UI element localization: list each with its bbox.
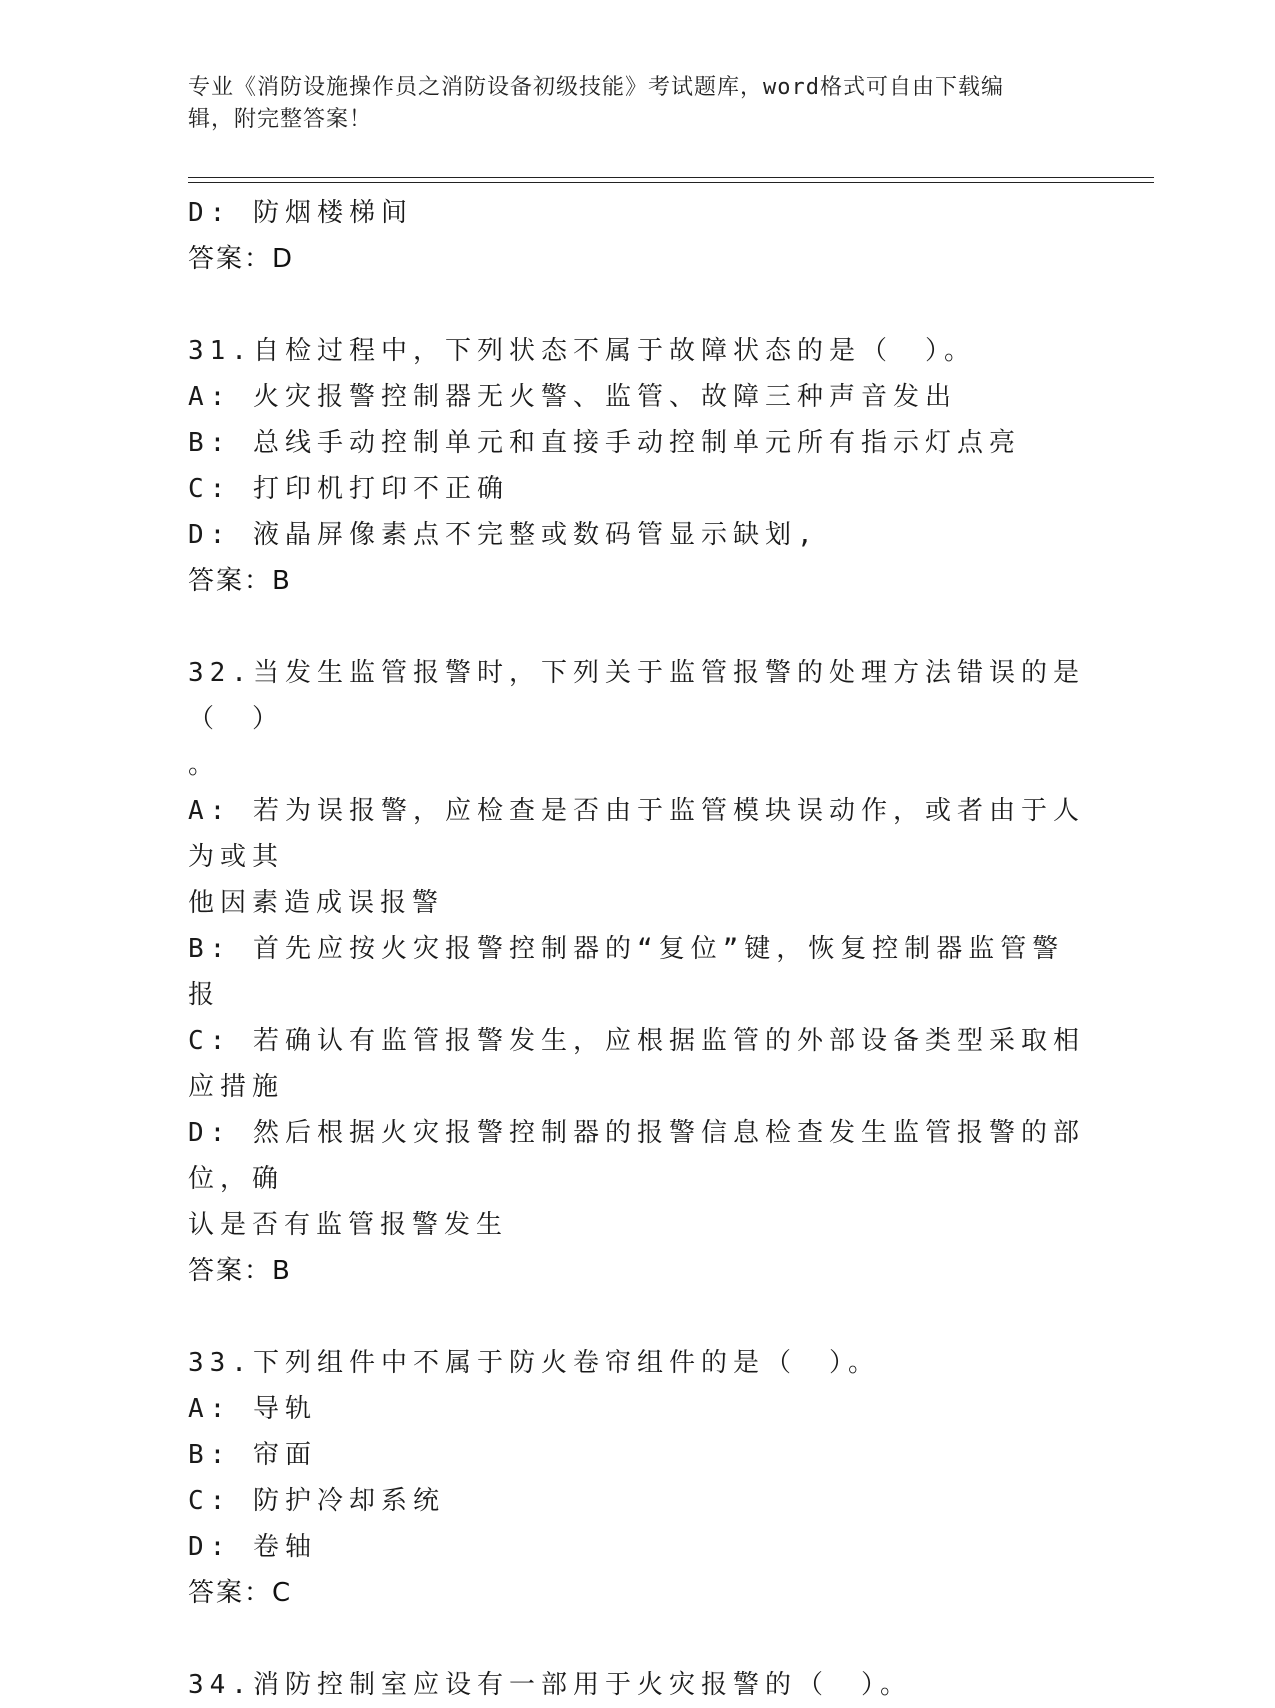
option-d-continued: 认是否有监管报警发生 bbox=[188, 1210, 509, 1240]
question-block-32 bbox=[188, 650, 1088, 1294]
header-rule-bottom bbox=[188, 182, 1154, 183]
option-d: D: 液晶屏像素点不完整或数码管显示缺划, bbox=[188, 520, 819, 550]
option-c: C: 防护冷却系统 bbox=[188, 1486, 445, 1516]
spacer bbox=[188, 1294, 1088, 1340]
question-block-34 bbox=[188, 1662, 1088, 1708]
question-stem-continued: 。 bbox=[188, 750, 221, 780]
header-line-1: 专业《消防设施操作员之消防设备初级技能》考试题库，word格式可自由下载编 bbox=[188, 75, 1004, 100]
spacer bbox=[188, 282, 1088, 328]
question-block-31 bbox=[188, 328, 1088, 604]
option-c: C: 打印机打印不正确 bbox=[188, 474, 509, 504]
answer: 答案：C bbox=[188, 1578, 293, 1608]
option-a: A: 导轨 bbox=[188, 1394, 317, 1424]
header-line-2: 辑，附完整答案！ bbox=[188, 107, 373, 132]
option-d: D: 然后根据火灾报警控制器的报警信息检查发生监管报警的部位，确 bbox=[188, 1118, 1085, 1194]
question-block-33 bbox=[188, 1340, 1088, 1616]
header-rule-top bbox=[188, 177, 1154, 178]
option-a: A: 若为误报警，应检查是否由于监管模块误动作，或者由于人为或其 bbox=[188, 796, 1085, 872]
page-header bbox=[188, 72, 1088, 136]
answer: 答案：D bbox=[188, 244, 295, 274]
question-stem: 31.自检过程中，下列状态不属于故障状态的是（ ）。 bbox=[188, 336, 976, 366]
option-a-continued: 他因素造成误报警 bbox=[188, 888, 445, 918]
question-stem: 33.下列组件中不属于防火卷帘组件的是（ ）。 bbox=[188, 1348, 880, 1378]
answer: 答案：B bbox=[188, 1256, 292, 1286]
spacer bbox=[188, 1616, 1088, 1662]
answer: 答案：B bbox=[188, 566, 292, 596]
option-b: B: 首先应按火灾报警控制器的“复位”键，恢复控制器监管警报 bbox=[188, 934, 1065, 1010]
question-stem: 32.当发生监管报警时，下列关于监管报警的处理方法错误的是（ ） bbox=[188, 658, 1085, 734]
option-d: D: 防烟楼梯间 bbox=[188, 198, 413, 228]
spacer bbox=[188, 604, 1088, 650]
option-d: D: 卷轴 bbox=[188, 1532, 317, 1562]
question-stem: 34.消防控制室应设有一部用于火灾报警的（ ）。 bbox=[188, 1670, 912, 1700]
option-c: C: 若确认有监管报警发生，应根据监管的外部设备类型采取相应措施 bbox=[188, 1026, 1085, 1102]
option-a: A: 火灾报警控制器无火警、监管、故障三种声音发出 bbox=[188, 382, 957, 412]
option-b: B: 帘面 bbox=[188, 1440, 317, 1470]
question-list bbox=[188, 190, 1088, 1708]
question-block-30 bbox=[188, 190, 1088, 282]
option-b: B: 总线手动控制单元和直接手动控制单元所有指示灯点亮 bbox=[188, 428, 1021, 458]
